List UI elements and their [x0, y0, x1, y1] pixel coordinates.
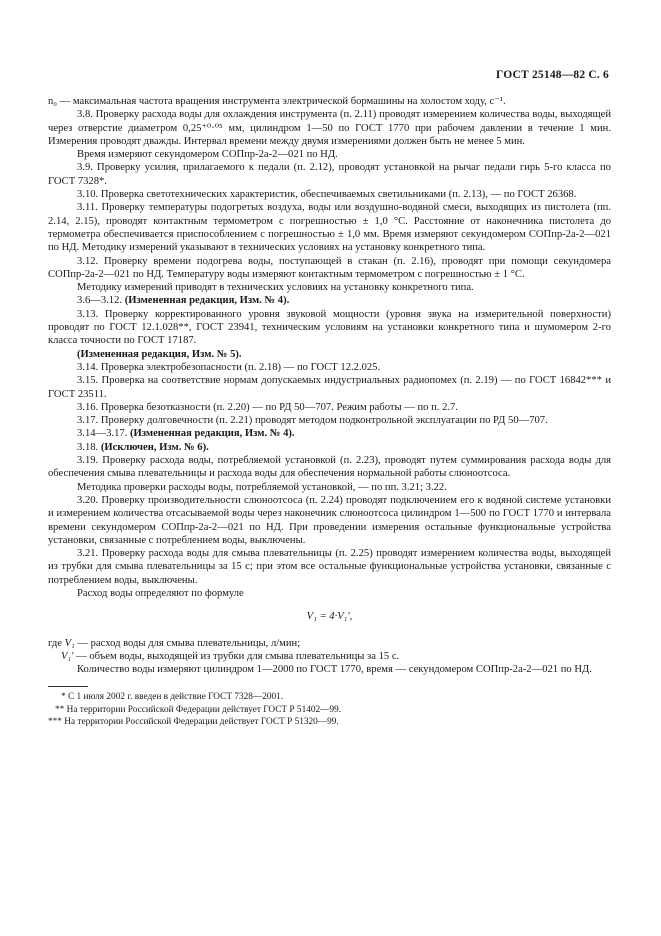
- legend-symbol: V₁′: [61, 650, 74, 662]
- paragraph-3-19-method: Методика проверки расходы воды, потребляемой установкой, — по пп. 3.21; 3.22.: [77, 481, 447, 493]
- amendment-note: (Исключен, Изм. № 6).: [100, 441, 209, 453]
- amendment-note: (Измененная редакция, Изм. № 4).: [124, 295, 290, 307]
- document-body: [48, 95, 611, 728]
- formula: [48, 610, 611, 623]
- amendment-3-6-3-12: [48, 294, 611, 307]
- paragraph-3-8: 3.8. Проверку расхода воды для охлаждения инструмента (п. 2.11) проводят измерением количества воды, выходящей через отверстие диаметром 0,25⁺⁰·⁰⁵ мм, цилиндром 1—50 по ГОСТ 1770 при рабочем давлении в течение 1 мин. Измерения проводят дважды. Интервал времени между двумя измерениями должен быть не менее 5 мин.: [48, 109, 611, 147]
- amendment-3-13: [48, 348, 611, 361]
- amendment-3-14-3-17: [48, 427, 611, 440]
- paragraph-n0: n₀ — максимальная частота вращения инструмента электрической бормашины на холостом ходу, c⁻¹.: [48, 96, 506, 107]
- paragraph-3-11: 3.11. Проверку температуры подогретых воздуха, воды или воздушно-водяной смеси, выходящих из пистолета (пп. 2.14, 2.15), проводят контактным термометром с погрешностью ± 1,0 °С. Расстояние от наконечника пистолета до термометра обеспечивается приспособлением с погрешностью ± 1,0 мм. Время измеряют секундомером СОПпр-2а-2—021 по НД. Методику измерений указывают в технических условиях на установку конкретного типа.: [48, 202, 611, 254]
- paragraph-3-9: 3.9. Проверку усилия, прилагаемого к педали (п. 2.12), проводят установкой на рычаг педали гирь 5-го класса по ГОСТ 7328*.: [48, 162, 611, 187]
- paragraph-3-19: 3.19. Проверку расхода воды, потребляемой установкой (п. 2.23), проводят путем суммирования расхода воды для обеспечения смыва плевательницы и расхода воды для обеспечения нормальной работы слюноотсоса.: [48, 455, 611, 480]
- paragraph-3-13: 3.13. Проверку корректированного уровня звуковой мощности (уровня звука на измерительной поверхности) проводят по ГОСТ 12.1.028**, ГОСТ 23941, техническим условиям на установки конкретного типа и шумомером 2-го класса точности по ГОСТ 17187.: [48, 308, 611, 347]
- legend-prefix: где: [48, 637, 62, 649]
- amendment-note: (Измененная редакция, Изм. № 5).: [77, 348, 242, 360]
- paragraph-3-21-formula-intro: Расход воды определяют по формуле: [77, 587, 244, 599]
- paragraph-3-12-method: Методику измерений приводят в технических условиях на установку конкретного типа.: [77, 282, 474, 294]
- amendment-note: (Измененная редакция, Изм. № 4).: [129, 428, 295, 440]
- paragraph-3-18: [48, 441, 611, 454]
- amendment-number: 3.6—3.12.: [77, 295, 123, 307]
- footnote-divider: [48, 686, 88, 687]
- formula-legend-v1-prime: [48, 650, 611, 663]
- paragraph-3-17: 3.17. Проверку долговечности (п. 2.21) проводят методом подконтрольной эксплуатации по РД 50—707.: [77, 415, 548, 427]
- footnote-1: * С 1 июля 2002 г. введен в действие ГОСТ 7328—2001.: [61, 692, 284, 703]
- formula-legend-v1: [48, 637, 611, 650]
- paragraph-3-14: 3.14. Проверка электробезопасности (п. 2.18) — по ГОСТ 12.2.025.: [77, 361, 381, 373]
- formula-lhs: V₁: [306, 611, 317, 623]
- paragraph-3-20: 3.20. Проверку производительности слюноотсоса (п. 2.24) проводят подключением его к водяной системе установки и измерением количества отсасываемой воды через наконечник слюноотсоса цилиндром 1—500 по ГОСТ 1770 и интервала времени секундомером СОПпр-2а-2—021 по НД. При проведении измерения остальные функциональные устройства установки, связанные с потреблением воды, выключены.: [48, 494, 611, 546]
- footnote-2: ** На территории Российской Федерации действует ГОСТ Р 51402—99.: [55, 704, 342, 715]
- paragraph-3-16: 3.16. Проверка безотказности (п. 2.20) — по РД 50—707. Режим работы — по п. 2.7.: [77, 401, 458, 413]
- legend-text: — расход воды для смыва плевательницы, л/мин;: [77, 637, 301, 649]
- paragraph-3-21-measure: Количество воды измеряют цилиндром 1—2000 по ГОСТ 1770, время — секундомером СОПпр-2а-2—021 по НД.: [77, 664, 592, 676]
- paragraph-3-15: 3.15. Проверка на соответствие нормам допускаемых индустриальных радиопомех (п. 2.19) — по ГОСТ 16842*** и ГОСТ 23511.: [48, 375, 611, 400]
- legend-text: — объем воды, выходящей из трубки для смыва плевательницы за 15 с.: [76, 650, 400, 662]
- amendment-number: 3.18.: [77, 441, 99, 453]
- paragraph-3-12: 3.12. Проверку времени подогрева воды, поступающей в стакан (п. 2.16), проводят при помощи секундомера СОПпр-2а-2—021 по НД. Температуру воды измеряют контактным термометром с погрешностью ± 1 °С.: [48, 255, 611, 280]
- legend-symbol: V₁: [64, 637, 75, 649]
- formula-rhs: = 4·V₁′,: [319, 611, 353, 623]
- amendment-number: 3.14—3.17.: [77, 428, 128, 440]
- paragraph-3-8-time: Время измеряют секундомером СОПпр-2а-2—021 по НД.: [77, 149, 338, 161]
- footnote-3: *** На территории Российской Федерации действует ГОСТ Р 51320—99.: [48, 717, 339, 728]
- page-header: ГОСТ 25148—82 С. 6: [496, 69, 609, 81]
- paragraph-3-10: 3.10. Проверка светотехнических характеристик, обеспечиваемых светильниками (п. 2.13), — по ГОСТ 26368.: [77, 189, 577, 201]
- paragraph-3-21: 3.21. Проверку расхода воды для смыва плевательницы (п. 2.25) проводят измерением количества воды, выходящей из трубки для смыва плевательницы за 15 с; при этом все остальные функциональные устройства установки, связанные с потреблением воды, выключены.: [48, 548, 611, 586]
